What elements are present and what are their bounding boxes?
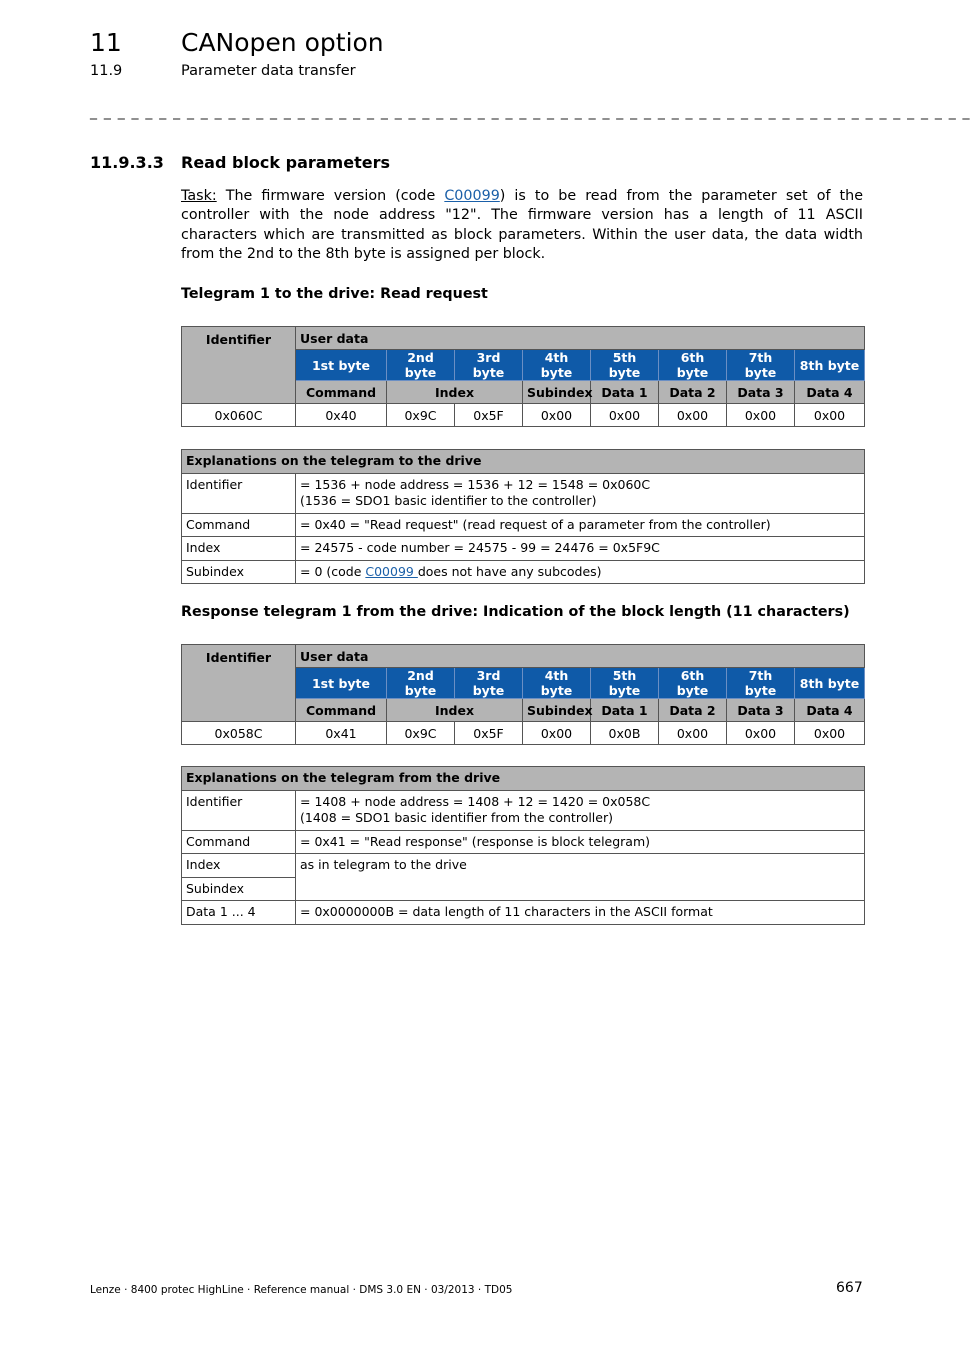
- byte-value: 0x00: [523, 722, 591, 745]
- telegram1-caption: Telegram 1 to the drive: Read request: [181, 286, 488, 302]
- explain-text: = 0 (code: [300, 563, 366, 579]
- task-paragraph: [181, 187, 863, 265]
- explain-line: (1408 = SDO1 basic identifier from the controller): [300, 810, 613, 825]
- task-text-1: The firmware version (code: [216, 188, 445, 204]
- explain-label: Subindex: [182, 877, 296, 901]
- explain-value: = 0x0000000B = data length of 11 characters in the ASCII format: [296, 901, 865, 925]
- byte-header: 1st byte: [296, 350, 387, 381]
- field-header: Subindex: [523, 381, 591, 404]
- byte-header: 6th byte: [659, 350, 727, 381]
- footer-text: Lenze · 8400 protec HighLine · Reference manual · DMS 3.0 EN · 03/2013 · TD05: [90, 1284, 513, 1296]
- explain2-table: [181, 766, 865, 925]
- explain1-title: Explanations on the telegram to the drive: [182, 450, 865, 474]
- identifier-header: Identifier: [182, 327, 296, 404]
- byte-header: 2nd byte: [387, 668, 455, 699]
- explain-line: = 1536 + node address = 1536 + 12 = 1548 = 0x060C: [300, 476, 651, 492]
- explain-label: Index: [182, 854, 296, 878]
- field-header: Index: [387, 699, 523, 722]
- explain-value: = 0x41 = "Read response" (response is block telegram): [296, 830, 865, 854]
- task-label: Task:: [181, 188, 217, 204]
- byte-header: 7th byte: [727, 668, 795, 699]
- byte-header: 3rd byte: [455, 668, 523, 699]
- explain2-title: Explanations on the telegram from the drive: [182, 767, 865, 791]
- byte-value: 0x9C: [387, 722, 455, 745]
- explain-value: [296, 473, 865, 513]
- byte-value: 0x00: [591, 404, 659, 427]
- explain-value: = 24575 - code number = 24575 - 99 = 24476 = 0x5F9C: [296, 537, 865, 561]
- byte-value: 0x00: [795, 404, 865, 427]
- byte-header: 2nd byte: [387, 350, 455, 381]
- field-header: Data 1: [591, 381, 659, 404]
- field-header: Data 3: [727, 699, 795, 722]
- field-header: Index: [387, 381, 523, 404]
- byte-value: 0x00: [523, 404, 591, 427]
- byte-header: 5th byte: [591, 350, 659, 381]
- telegram1-table: [181, 326, 865, 427]
- header-separator: _ _ _ _ _ _ _ _ _ _ _ _ _ _ _ _ _ _ _ _ _ _ _ _ _ _ _ _ _ _ _ _ _ _ _ _ _ _ _ _ _ _ _ _ _ _ _ _ _ _ _ _ _ _ _ _ _ _ _ _ _ _ _ _: [90, 104, 971, 120]
- byte-header: 8th byte: [795, 350, 865, 381]
- explain-label: Command: [182, 513, 296, 537]
- field-header: Data 4: [795, 699, 865, 722]
- field-header: Data 2: [659, 699, 727, 722]
- user-data-header: User data: [296, 327, 865, 350]
- explain-label: Data 1 ... 4: [182, 901, 296, 925]
- telegram2-caption: Response telegram 1 from the drive: Indication of the block length (11 characters): [181, 604, 850, 620]
- byte-value: 0x00: [727, 722, 795, 745]
- identifier-header: Identifier: [182, 645, 296, 722]
- explain-label: Subindex: [182, 560, 296, 584]
- explain1-table: [181, 449, 865, 584]
- subsection-number: 11.9.3.3: [90, 153, 164, 172]
- byte-value: 0x00: [659, 404, 727, 427]
- user-data-header: User data: [296, 645, 865, 668]
- byte-header: 7th byte: [727, 350, 795, 381]
- byte-header: 3rd byte: [455, 350, 523, 381]
- identifier-value: 0x060C: [182, 404, 296, 427]
- byte-value: 0x00: [659, 722, 727, 745]
- explain-label: Identifier: [182, 473, 296, 513]
- field-header: Data 2: [659, 381, 727, 404]
- byte-value: 0x9C: [387, 404, 455, 427]
- telegram2-table: [181, 644, 865, 745]
- field-header: Command: [296, 699, 387, 722]
- byte-value: 0x41: [296, 722, 387, 745]
- task-text-2: ) is to be read from the parameter set of the controller with the node address "12". The firmware version has a length of 11 ASCII characters which are transmitted as block parameters. Within the user data, the data width from the 2nd to the 8th byte is assigned per block.: [181, 188, 864, 263]
- explain-value: [296, 560, 865, 584]
- byte-header: 4th byte: [523, 668, 591, 699]
- code-link-c00099[interactable]: C00099: [444, 188, 500, 204]
- explain-label: Index: [182, 537, 296, 561]
- field-header: Subindex: [523, 699, 591, 722]
- explain-line: = 1408 + node address = 1408 + 12 = 1420 = 0x058C: [300, 793, 651, 809]
- byte-value: 0x5F: [455, 722, 523, 745]
- byte-value: 0x00: [727, 404, 795, 427]
- chapter-number: 11: [90, 28, 122, 57]
- subsection-title: Read block parameters: [181, 153, 390, 172]
- explain-text: does not have any subcodes): [417, 563, 602, 579]
- byte-header: 5th byte: [591, 668, 659, 699]
- byte-value: 0x0B: [591, 722, 659, 745]
- explain-value: as in telegram to the drive: [296, 854, 865, 901]
- field-header: Data 4: [795, 381, 865, 404]
- byte-value: 0x40: [296, 404, 387, 427]
- field-header: Command: [296, 381, 387, 404]
- explain-value: [296, 790, 865, 830]
- byte-header: 4th byte: [523, 350, 591, 381]
- identifier-value: 0x058C: [182, 722, 296, 745]
- byte-header: 1st byte: [296, 668, 387, 699]
- explain-value: = 0x40 = "Read request" (read request of a parameter from the controller): [296, 513, 865, 537]
- byte-value: 0x00: [795, 722, 865, 745]
- byte-header: 6th byte: [659, 668, 727, 699]
- field-header: Data 1: [591, 699, 659, 722]
- explain-line: (1536 = SDO1 basic identifier to the controller): [300, 493, 597, 508]
- byte-header: 8th byte: [795, 668, 865, 699]
- page-number: 667: [836, 1280, 863, 1296]
- explain-label: Identifier: [182, 790, 296, 830]
- chapter-title: CANopen option: [181, 28, 384, 57]
- byte-value: 0x5F: [455, 404, 523, 427]
- explain-label: Command: [182, 830, 296, 854]
- field-header: Data 3: [727, 381, 795, 404]
- section-title: Parameter data transfer: [181, 63, 356, 79]
- code-link-c00099[interactable]: C00099: [365, 563, 418, 579]
- section-number: 11.9: [90, 63, 123, 79]
